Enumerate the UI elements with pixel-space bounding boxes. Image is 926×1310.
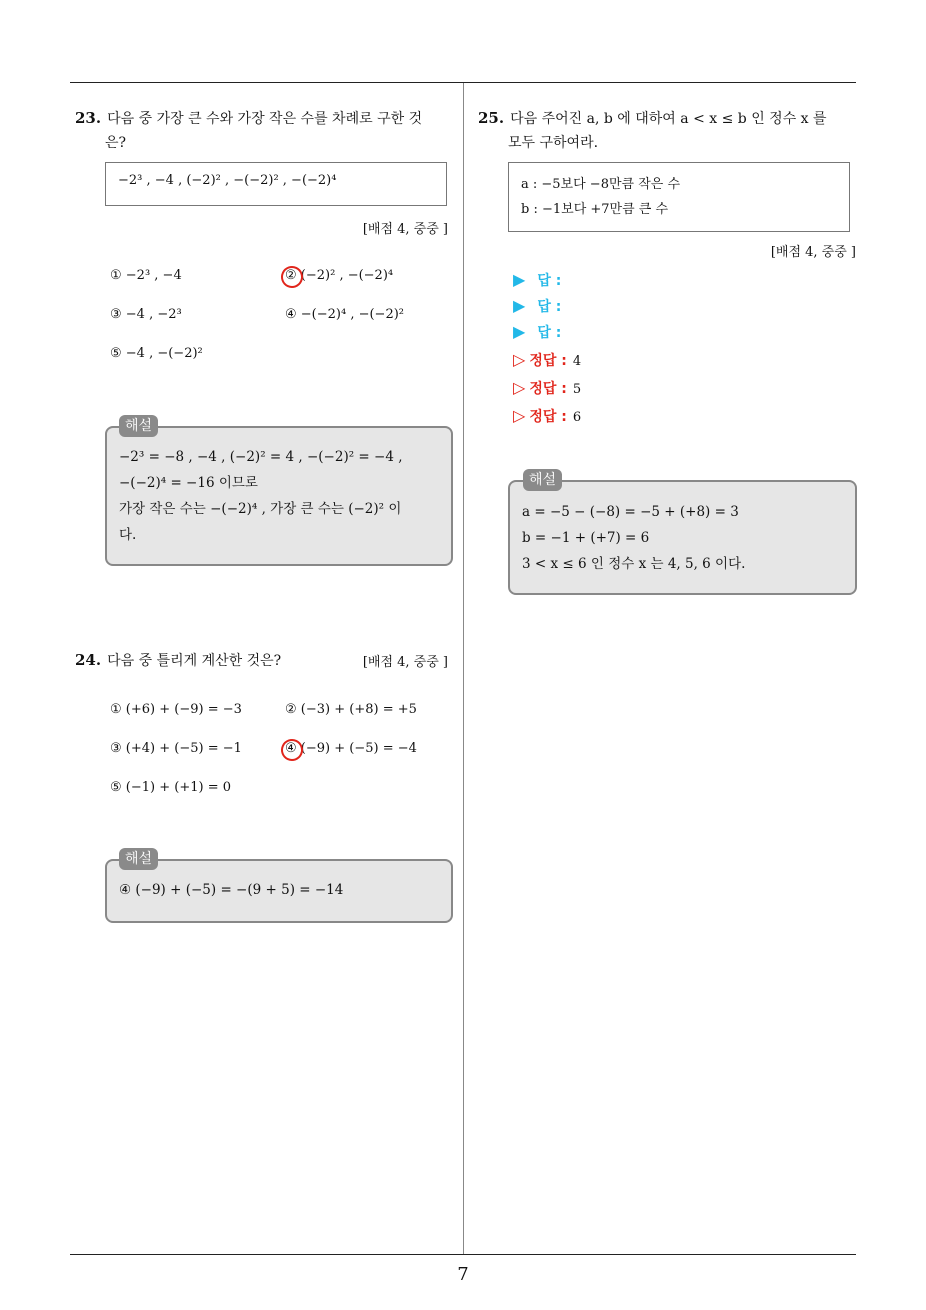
question-23 — [75, 106, 460, 155]
question-text: 다음 중 가장 큰 수와 가장 작은 수를 차례로 구한 것 — [107, 111, 423, 127]
correct-value: 5 — [572, 382, 582, 397]
explanation-tag: 해설 — [119, 848, 158, 870]
explanation-line: ④ (−9) + (−5) = −(9 + 5) = −14 — [119, 882, 344, 898]
explanation-line: 다. — [119, 527, 137, 543]
choice-2[interactable]: ② (−2)² , −(−2)⁴ — [285, 268, 394, 283]
given-box — [105, 162, 447, 206]
correct-answer-row-2 — [513, 378, 581, 400]
choice-4[interactable]: ④ (−9) + (−5) = −4 — [285, 741, 417, 756]
correct-label: 정답 : — [529, 353, 567, 369]
question-text: 다음 주어진 a, b 에 대하여 a < x ≤ b 인 정수 x 를 — [510, 111, 827, 127]
given-line: b : −1보다 +7만큼 큰 수 — [521, 202, 669, 217]
outline-triangle-icon: ▷ — [513, 378, 526, 397]
bottom-rule — [70, 1254, 856, 1255]
question-number: 24. — [75, 651, 102, 669]
outline-triangle-icon: ▷ — [513, 350, 526, 369]
page-number: 7 — [457, 1264, 469, 1285]
choice-4[interactable]: ④ −(−2)⁴ , −(−2)² — [285, 307, 405, 322]
choice-1[interactable]: ① (+6) + (−9) = −3 — [110, 702, 242, 717]
question-text-cont: 은? — [105, 135, 127, 151]
answer-row-1[interactable] — [513, 270, 561, 291]
given-box — [508, 162, 850, 232]
explanation-line: 가장 작은 수는 −(−2)⁴ , 가장 큰 수는 (−2)² 이 — [119, 501, 402, 517]
given-expression: −2³ , −4 , (−2)² , −(−2)² , −(−2)⁴ — [118, 173, 337, 188]
play-triangle-icon: ▶ — [513, 322, 526, 341]
question-number: 23. — [75, 109, 102, 127]
score-label: [배점 4, 중중 ] — [362, 655, 448, 670]
explanation-box — [508, 480, 857, 595]
explanation-line: 3 < x ≤ 6 인 정수 x 는 4, 5, 6 이다. — [522, 556, 746, 572]
answer-row-2[interactable] — [513, 296, 561, 317]
outline-triangle-icon: ▷ — [513, 406, 526, 425]
explanation-box — [105, 859, 453, 923]
correct-value: 4 — [572, 354, 582, 369]
choice-2[interactable]: ② (−3) + (+8) = +5 — [285, 702, 417, 717]
choice-3[interactable]: ③ −4 , −2³ — [110, 307, 182, 322]
choice-3[interactable]: ③ (+4) + (−5) = −1 — [110, 741, 242, 756]
question-text: 다음 중 틀리게 계산한 것은? — [107, 653, 282, 669]
correct-value: 6 — [572, 410, 582, 425]
explanation-line: −2³ = −8 , −4 , (−2)² = 4 , −(−2)² = −4 , — [119, 449, 403, 465]
answer-label: 답 : — [537, 299, 562, 315]
given-line: a : −5보다 −8만큼 작은 수 — [521, 177, 681, 192]
correct-label: 정답 : — [529, 381, 567, 397]
explanation-box — [105, 426, 453, 566]
choice-1[interactable]: ① −2³ , −4 — [110, 268, 182, 283]
correct-answer-row-1 — [513, 350, 581, 372]
question-number: 25. — [478, 109, 505, 127]
answer-row-3[interactable] — [513, 322, 561, 343]
choice-5[interactable]: ⑤ −4 , −(−2)² — [110, 346, 203, 361]
correct-label: 정답 : — [529, 409, 567, 425]
explanation-tag: 해설 — [523, 469, 562, 491]
explanation-line: b = −1 + (+7) = 6 — [522, 530, 650, 546]
choice-5[interactable]: ⑤ (−1) + (+1) = 0 — [110, 780, 231, 795]
question-text-cont: 모두 구하여라. — [508, 135, 599, 151]
score-label: [배점 4, 중중 ] — [770, 245, 856, 260]
explanation-line: −(−2)⁴ = −16 이므로 — [119, 475, 258, 491]
explanation-line: a = −5 − (−8) = −5 + (+8) = 3 — [522, 504, 739, 520]
explanation-tag: 해설 — [119, 415, 158, 437]
play-triangle-icon: ▶ — [513, 270, 526, 289]
answer-label: 답 : — [537, 273, 562, 289]
score-label: [배점 4, 중중 ] — [362, 222, 448, 237]
correct-answer-row-3 — [513, 406, 581, 428]
answer-label: 답 : — [537, 325, 562, 341]
play-triangle-icon: ▶ — [513, 296, 526, 315]
question-25 — [478, 106, 863, 155]
column-divider — [463, 83, 464, 1254]
question-24 — [75, 648, 335, 673]
